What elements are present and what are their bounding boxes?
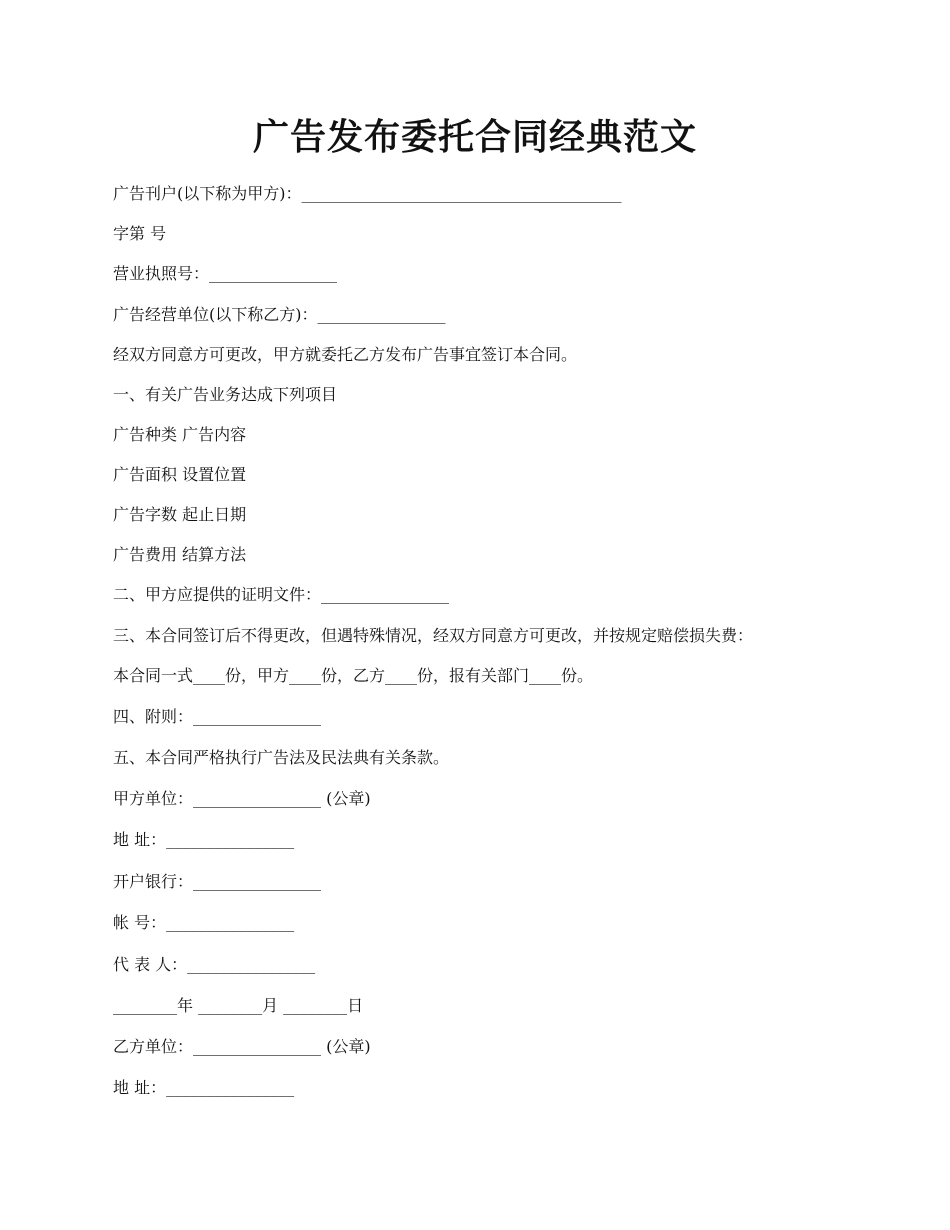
copies-line: 本合同一式____份，甲方____份，乙方____份，报有关部门____份。 — [113, 666, 594, 685]
business-license-line: 营业执照号：________________ — [113, 264, 338, 283]
document-title: 广告发布委托合同经典范文 — [252, 116, 697, 158]
section-one-heading: 一、有关广告业务达成下列项目 — [113, 385, 338, 404]
party-a-unit-line: 甲方单位：________________ (公章) — [113, 789, 371, 808]
party-b-address-line: 地 址：________________ — [113, 1078, 295, 1097]
party-b-name-line: 广告经营单位(以下称乙方)：________________ — [113, 305, 446, 324]
section-four-line: 四、附则：________________ — [113, 707, 322, 726]
ad-type-content-line: 广告种类 广告内容 — [113, 425, 247, 444]
section-two-line: 二、甲方应提供的证明文件：________________ — [113, 585, 450, 604]
party-a-name-line: 广告刊户(以下称为甲方)：________________________________________ — [113, 184, 622, 203]
preamble-line: 经双方同意方可更改，甲方就委托乙方发布广告事宜签订本合同。 — [113, 345, 578, 364]
ad-fee-settlement-line: 广告费用 结算方法 — [113, 545, 247, 564]
party-a-bank-line: 开户银行：________________ — [113, 872, 322, 891]
party-b-unit-line: 乙方单位：________________ (公章) — [113, 1037, 371, 1056]
ad-area-position-line: 广告面积 设置位置 — [113, 465, 247, 484]
section-three-line: 三、本合同签订后不得更改，但遇特殊情况，经双方同意方可更改，并按规定赔偿损失费： — [113, 626, 754, 645]
party-a-address-line: 地 址：________________ — [113, 830, 295, 849]
ad-words-dates-line: 广告字数 起止日期 — [113, 505, 247, 524]
party-a-account-line: 帐 号：________________ — [113, 913, 295, 932]
party-a-date-line: ________年 ________月 ________日 — [113, 996, 364, 1015]
reference-number-line: 字第 号 — [113, 224, 167, 243]
section-five-line: 五、本合同严格执行广告法及民法典有关条款。 — [113, 748, 450, 767]
party-a-representative-line: 代 表 人：________________ — [113, 955, 316, 974]
